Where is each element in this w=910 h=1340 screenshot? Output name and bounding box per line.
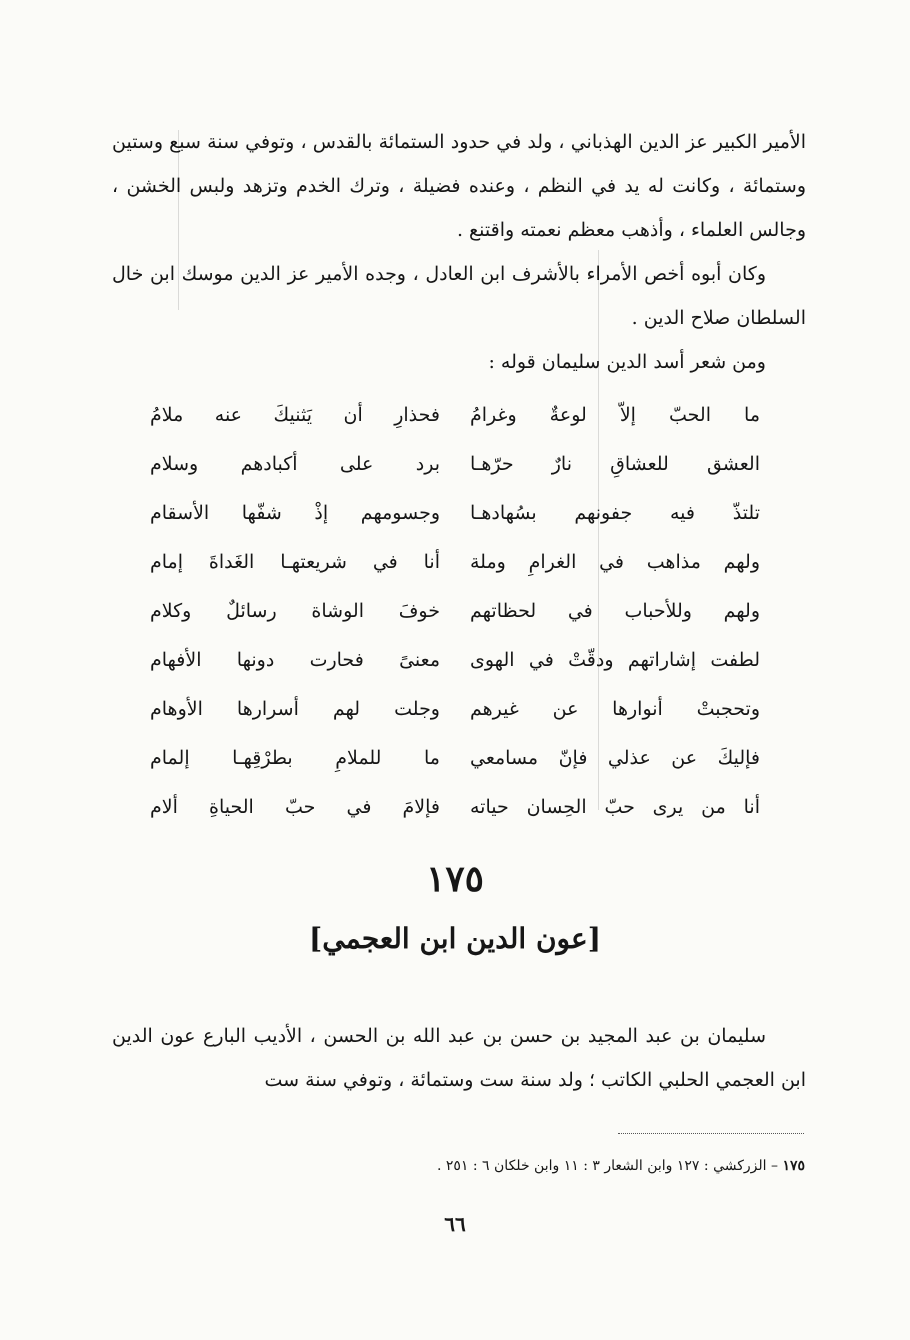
poem (150, 390, 760, 831)
poem-verse (150, 439, 760, 488)
intro-paragraph-3: ومن شعر أسد الدين سليمان قوله : (488, 351, 766, 373)
poem-verse (150, 537, 760, 586)
footnote-text: – الزركشي : ١٢٧ وابن الشعار ٣ : ١١ وابن خلكان ٦ : ٢٥١ . (436, 1158, 778, 1174)
intro-text (112, 120, 806, 384)
entry-bio-paragraph: سليمان بن عبد المجيد بن حسن بن عبد الله بن الحسن ، الأديب البارع عون الدين ابن العجمي الحلبي الكاتب ؛ ولد سنة ست وستمائة ، وتوفي سنة ست (112, 1025, 806, 1091)
verse-first-hemistich: أنا من يرى حبّ الحِسان حياته (470, 795, 760, 818)
poem-verse (150, 733, 760, 782)
footnote-divider (618, 1133, 804, 1134)
poem-verse (150, 390, 760, 439)
poem-verse (150, 488, 760, 537)
footnote-number: ١٧٥ (782, 1158, 805, 1174)
poem-verse (150, 635, 760, 684)
verse-second-hemistich: برد على أكبادهم وسلام (150, 452, 440, 475)
verse-first-hemistich: ما الحبّ إلاّ لوعةٌ وغرامُ (470, 403, 760, 426)
verse-second-hemistich: معنىً فحارت دونها الأفهام (150, 648, 440, 671)
footnote (255, 1158, 805, 1174)
page-number: ٦٦ (444, 1212, 466, 1236)
verse-first-hemistich: العشق للعشاقِ نارٌ حرّهـا (470, 452, 760, 475)
verse-second-hemistich: خوفَ الوشاة رسائلٌ وكلام (150, 599, 440, 622)
verse-first-hemistich: وتحجبتْ أنوارها عن غيرهم (470, 697, 760, 720)
poem-verse (150, 782, 760, 831)
verse-second-hemistich: فإلامَ في حبّ الحياةِ ألام (150, 795, 440, 818)
entry-number: ١٧٥ (425, 858, 484, 900)
verse-second-hemistich: أنا في شريعتهـا الغَداةَ إمام (150, 550, 440, 573)
verse-first-hemistich: ولهم وللأحباب في لحظاتهم (470, 599, 760, 622)
verse-first-hemistich: لطفت إشاراتهم ودقّتْ في الهوى (470, 648, 760, 671)
verse-first-hemistich: تلتذّ فيه جفونهم بسُهادهـا (470, 501, 760, 524)
poem-verse (150, 684, 760, 733)
verse-second-hemistich: فحذارِ أن يَثنيكَ عنه ملامُ (150, 403, 440, 426)
verse-second-hemistich: وجسومهم إذْ شفّها الأسقام (150, 501, 440, 524)
verse-second-hemistich: وجلت لهم أسرارها الأوهام (150, 697, 440, 720)
poem-verse (150, 586, 760, 635)
verse-first-hemistich: ولهم مذاهب في الغرامِ وملة (470, 550, 760, 573)
verse-second-hemistich: ما للملامِ بطرْقِهـا إلمام (150, 746, 440, 769)
verse-first-hemistich: فإليكَ عن عذلي فإنّ مسامعي (470, 746, 760, 769)
entry-title: [عون الدين ابن العجمي] (309, 922, 601, 955)
entry-bio (112, 1014, 806, 1102)
intro-paragraph-1: الأمير الكبير عز الدين الهذباني ، ولد في حدود الستمائة بالقدس ، وتوفي سنة سبع وستين وستمائة ، وكانت له يد في النظم ، وعنده فضيلة ، وترك الخدم وتزهد ولبس الخشن ، وجالس العلماء ، وأذهب معظم نعمته واقتنع . (112, 131, 806, 241)
intro-paragraph-2: وكان أبوه أخص الأمراء بالأشرف ابن العادل ، وجده الأمير عز الدين موسك ابن خال السلطان صلاح الدين . (112, 263, 806, 329)
